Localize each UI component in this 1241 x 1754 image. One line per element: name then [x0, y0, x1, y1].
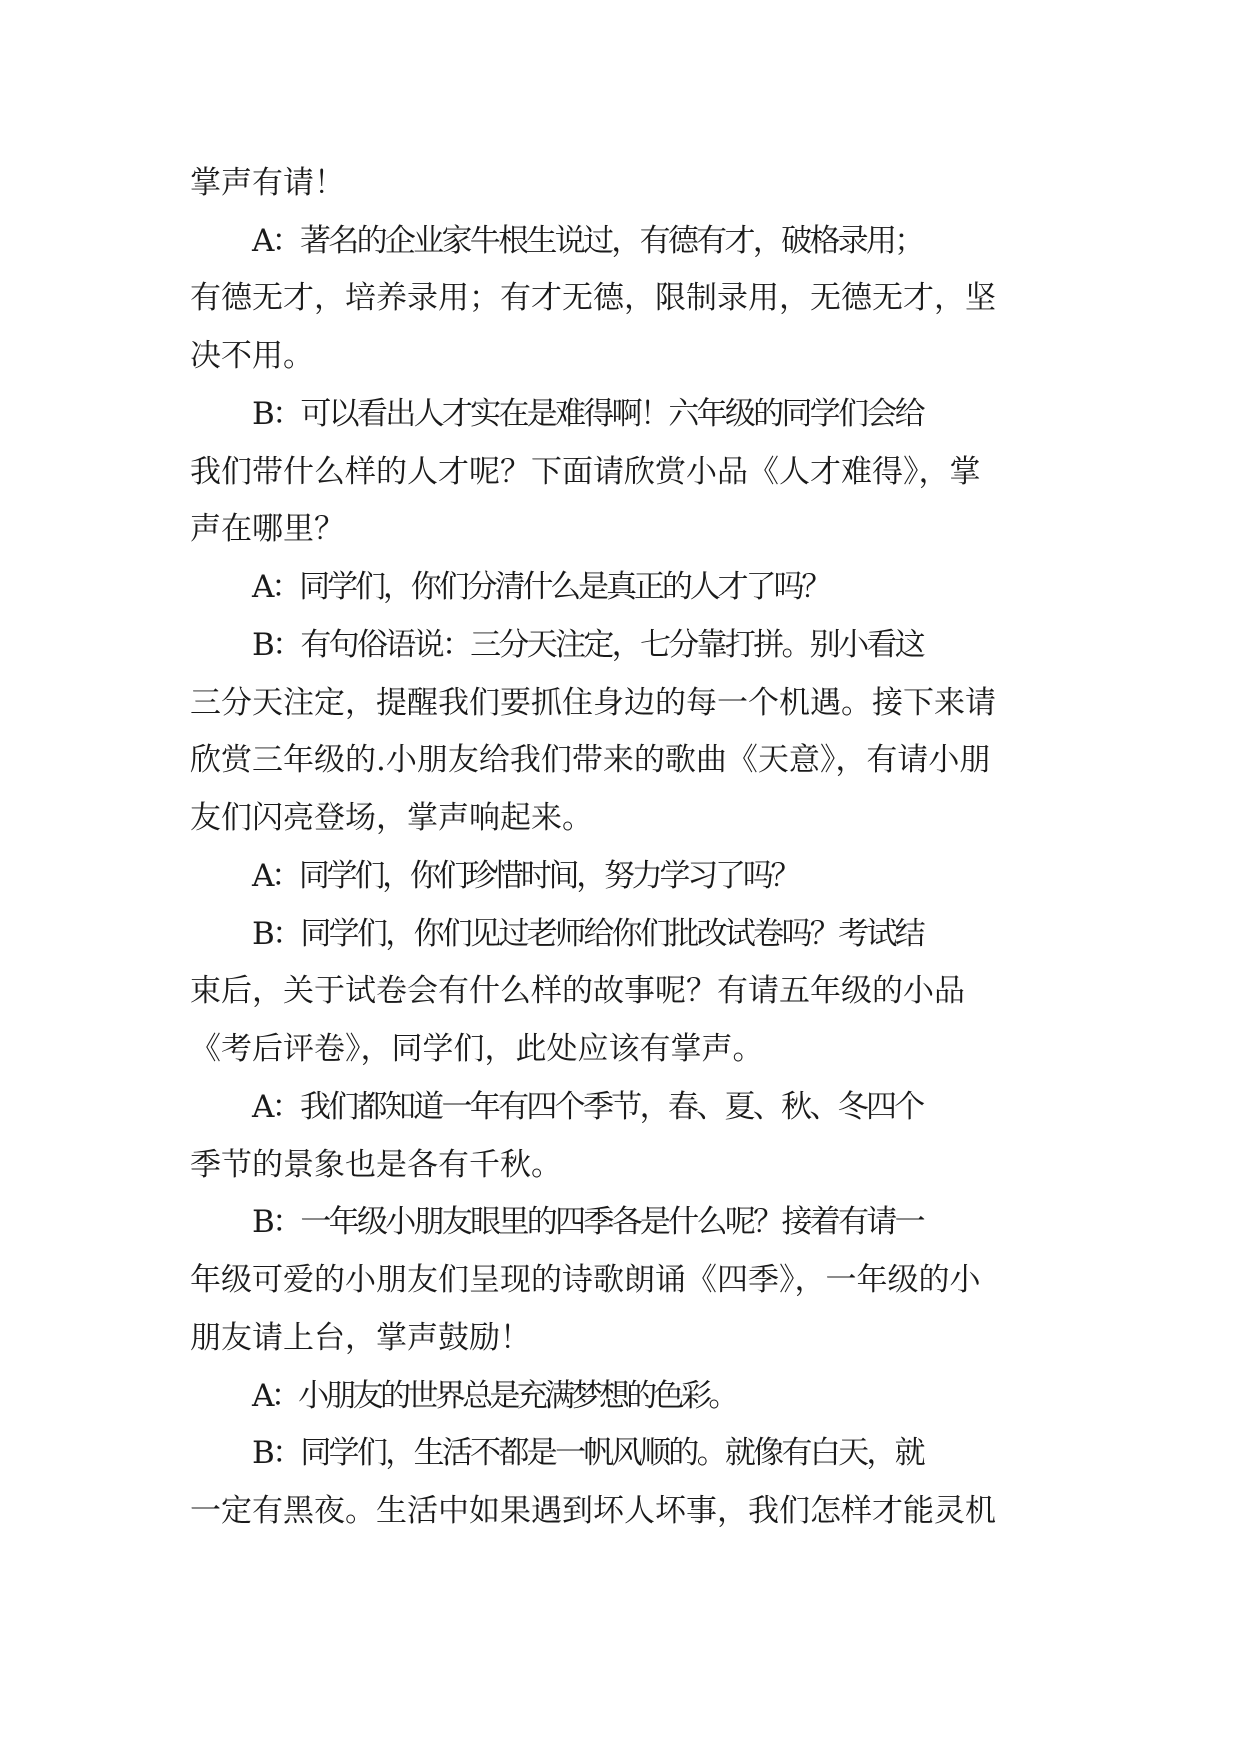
text-line: A：同学们，你们珍惜时间，努力学习了吗？ [252, 858, 799, 894]
text-line: 年级可爱的小朋友们呈现的诗歌朗诵《四季》，一年级的小 [190, 1262, 981, 1298]
text-line: A：我们都知道一年有四个季节，春、夏、秋、冬四个 [252, 1089, 923, 1125]
text-line: A：著名的企业家牛根生说过，有德有才，破格录用； [252, 223, 923, 259]
text-line: 友们闪亮登场，掌声响起来。 [190, 800, 593, 836]
text-line: 一定有黑夜。生活中如果遇到坏人坏事，我们怎样才能灵机 [190, 1493, 996, 1529]
text-line: B：可以看出人才实在是难得啊！六年级的同学们会给 [252, 396, 923, 432]
text-line: 声在哪里？ [190, 511, 345, 547]
text-line: 《考后评卷》，同学们，此处应该有掌声。 [190, 1031, 764, 1067]
text-line: 欣赏三年级的.小朋友给我们带来的歌曲《天意》，有请小朋 [190, 742, 991, 778]
text-line: 朋友请上台，掌声鼓励！ [190, 1320, 531, 1356]
text-line: A：小朋友的世界总是充满梦想的色彩。 [252, 1378, 736, 1414]
text-line: A：同学们，你们分清什么是真正的人才了吗？ [252, 569, 830, 605]
text-line: B：同学们，生活不都是一帆风顺的。就像有白天，就 [252, 1435, 923, 1471]
text-line: 束后，关于试卷会有什么样的故事呢？有请五年级的小品 [190, 973, 965, 1009]
text-line: 季节的景象也是各有千秋。 [190, 1147, 562, 1183]
text-line: B：一年级小朋友眼里的四季各是什么呢？接着有请一 [252, 1204, 923, 1240]
text-line: 我们带什么样的人才呢？下面请欣赏小品《人才难得》，掌 [190, 454, 981, 490]
text-line: 掌声有请！ [190, 165, 345, 201]
text-line: 有德无才，培养录用；有才无德，限制录用，无德无才，坚 [190, 280, 996, 316]
text-line: B：同学们，你们见过老师给你们批改试卷吗？考试结 [252, 916, 923, 952]
text-line: B：有句俗语说：三分天注定，七分靠打拼。别小看这 [252, 627, 923, 663]
text-line: 三分天注定，提醒我们要抓住身边的每一个机遇。接下来请 [190, 685, 996, 721]
text-line: 决不用。 [190, 338, 314, 374]
